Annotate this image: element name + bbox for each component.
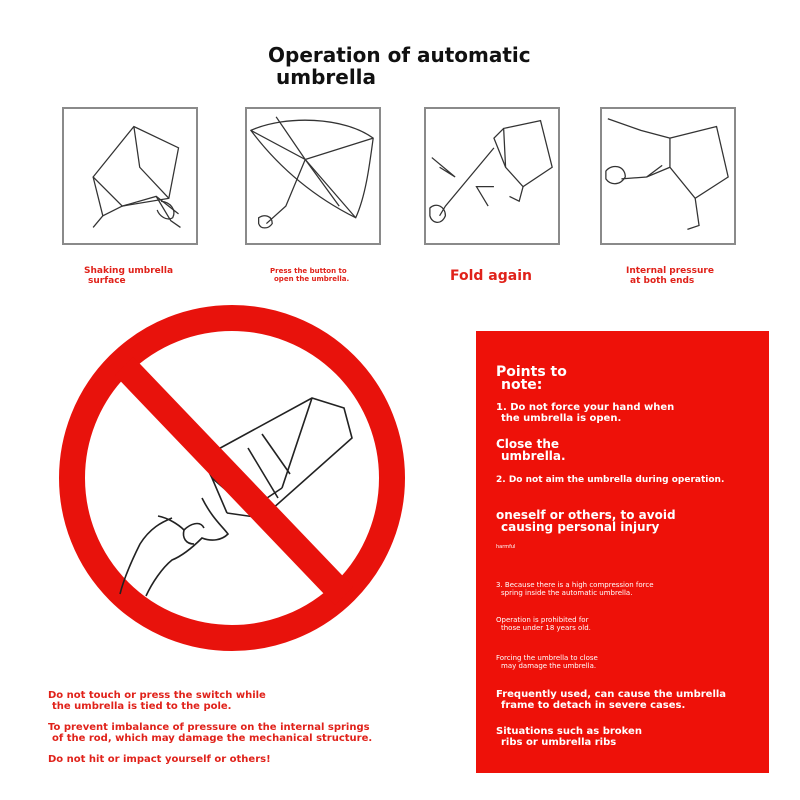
note-item: [496, 581, 654, 597]
step-1-caption-line-2: surface: [88, 276, 126, 286]
notes-panel: [476, 331, 769, 773]
title-line-1: Operation of automatic: [268, 43, 531, 67]
note-line: the umbrella is open.: [501, 413, 622, 424]
warning-3: [48, 754, 408, 765]
step-1-illustration: [62, 107, 198, 245]
shaking-umbrella-drawing: [64, 109, 196, 243]
note-line: oneself or others, to avoid: [496, 508, 676, 522]
fold-umbrella-drawing: [426, 109, 558, 243]
note-line: ribs or umbrella ribs: [501, 737, 617, 748]
step-1-caption: [84, 266, 173, 286]
step-3-caption-line-1: Fold again: [450, 268, 532, 284]
note-line: may damage the umbrella.: [501, 662, 597, 670]
note-item: [496, 726, 642, 748]
note-item: [496, 402, 674, 424]
step-2-caption-line-2: open the umbrella.: [274, 275, 350, 283]
note-line: 3. Because there is a high compression force: [496, 581, 654, 589]
note-line: spring inside the automatic umbrella.: [501, 589, 633, 597]
note-item: [496, 509, 676, 533]
step-3-illustration: [424, 107, 560, 245]
pressure-umbrella-drawing: [602, 109, 734, 243]
step-2-illustration: [245, 107, 381, 245]
note-line: those under 18 years old.: [501, 624, 591, 632]
title-line-2: umbrella: [276, 65, 377, 89]
note-line: harmful: [496, 544, 516, 550]
note-line: causing personal injury: [501, 520, 660, 534]
open-umbrella-drawing: [247, 109, 379, 243]
note-line: Forcing the umbrella to close: [496, 654, 598, 662]
notes-heading-line-1: Points to: [496, 364, 567, 380]
warning-2: [48, 722, 408, 744]
step-1-caption-line-1: Shaking umbrella: [84, 266, 174, 276]
note-item: [496, 616, 591, 632]
note-line: Close the: [496, 437, 560, 451]
notes-heading-line-2: note:: [501, 377, 543, 393]
note-item: [496, 689, 726, 711]
note-line: Situations such as broken: [496, 726, 642, 737]
notes-heading: [496, 366, 567, 392]
step-4-caption-line-1: Internal pressure: [626, 266, 714, 276]
step-2-caption: [270, 267, 349, 283]
warning-2-line-1: To prevent imbalance of pressure on the internal springs: [48, 722, 370, 733]
warning-1-line-2: the umbrella is tied to the pole.: [52, 701, 232, 712]
note-line: 1. Do not force your hand when: [496, 402, 675, 413]
note-item: [496, 438, 566, 462]
step-4-caption: [626, 266, 714, 286]
note-item: [496, 544, 515, 550]
step-4-caption-line-2: at both ends: [630, 276, 695, 286]
warning-2-line-2: of the rod, which may damage the mechanical structure.: [52, 733, 373, 744]
note-line: 2. Do not aim the umbrella during operation.: [496, 475, 725, 485]
note-line: frame to detach in severe cases.: [501, 700, 686, 711]
warning-1-line-1: Do not touch or press the switch while: [48, 690, 266, 701]
note-item: [496, 654, 598, 670]
note-line: Operation is prohibited for: [496, 616, 589, 624]
prohibition-sign: [52, 298, 412, 668]
page-title: [268, 44, 588, 88]
warning-1: [48, 690, 408, 712]
note-item: [496, 475, 724, 486]
note-line: Frequently used, can cause the umbrella: [496, 689, 727, 700]
step-2-caption-line-1: Press the button to: [270, 267, 347, 275]
warning-3-line-1: Do not hit or impact yourself or others!: [48, 754, 271, 765]
step-3-caption: [450, 268, 532, 284]
note-line: umbrella.: [501, 449, 566, 463]
step-4-illustration: [600, 107, 736, 245]
